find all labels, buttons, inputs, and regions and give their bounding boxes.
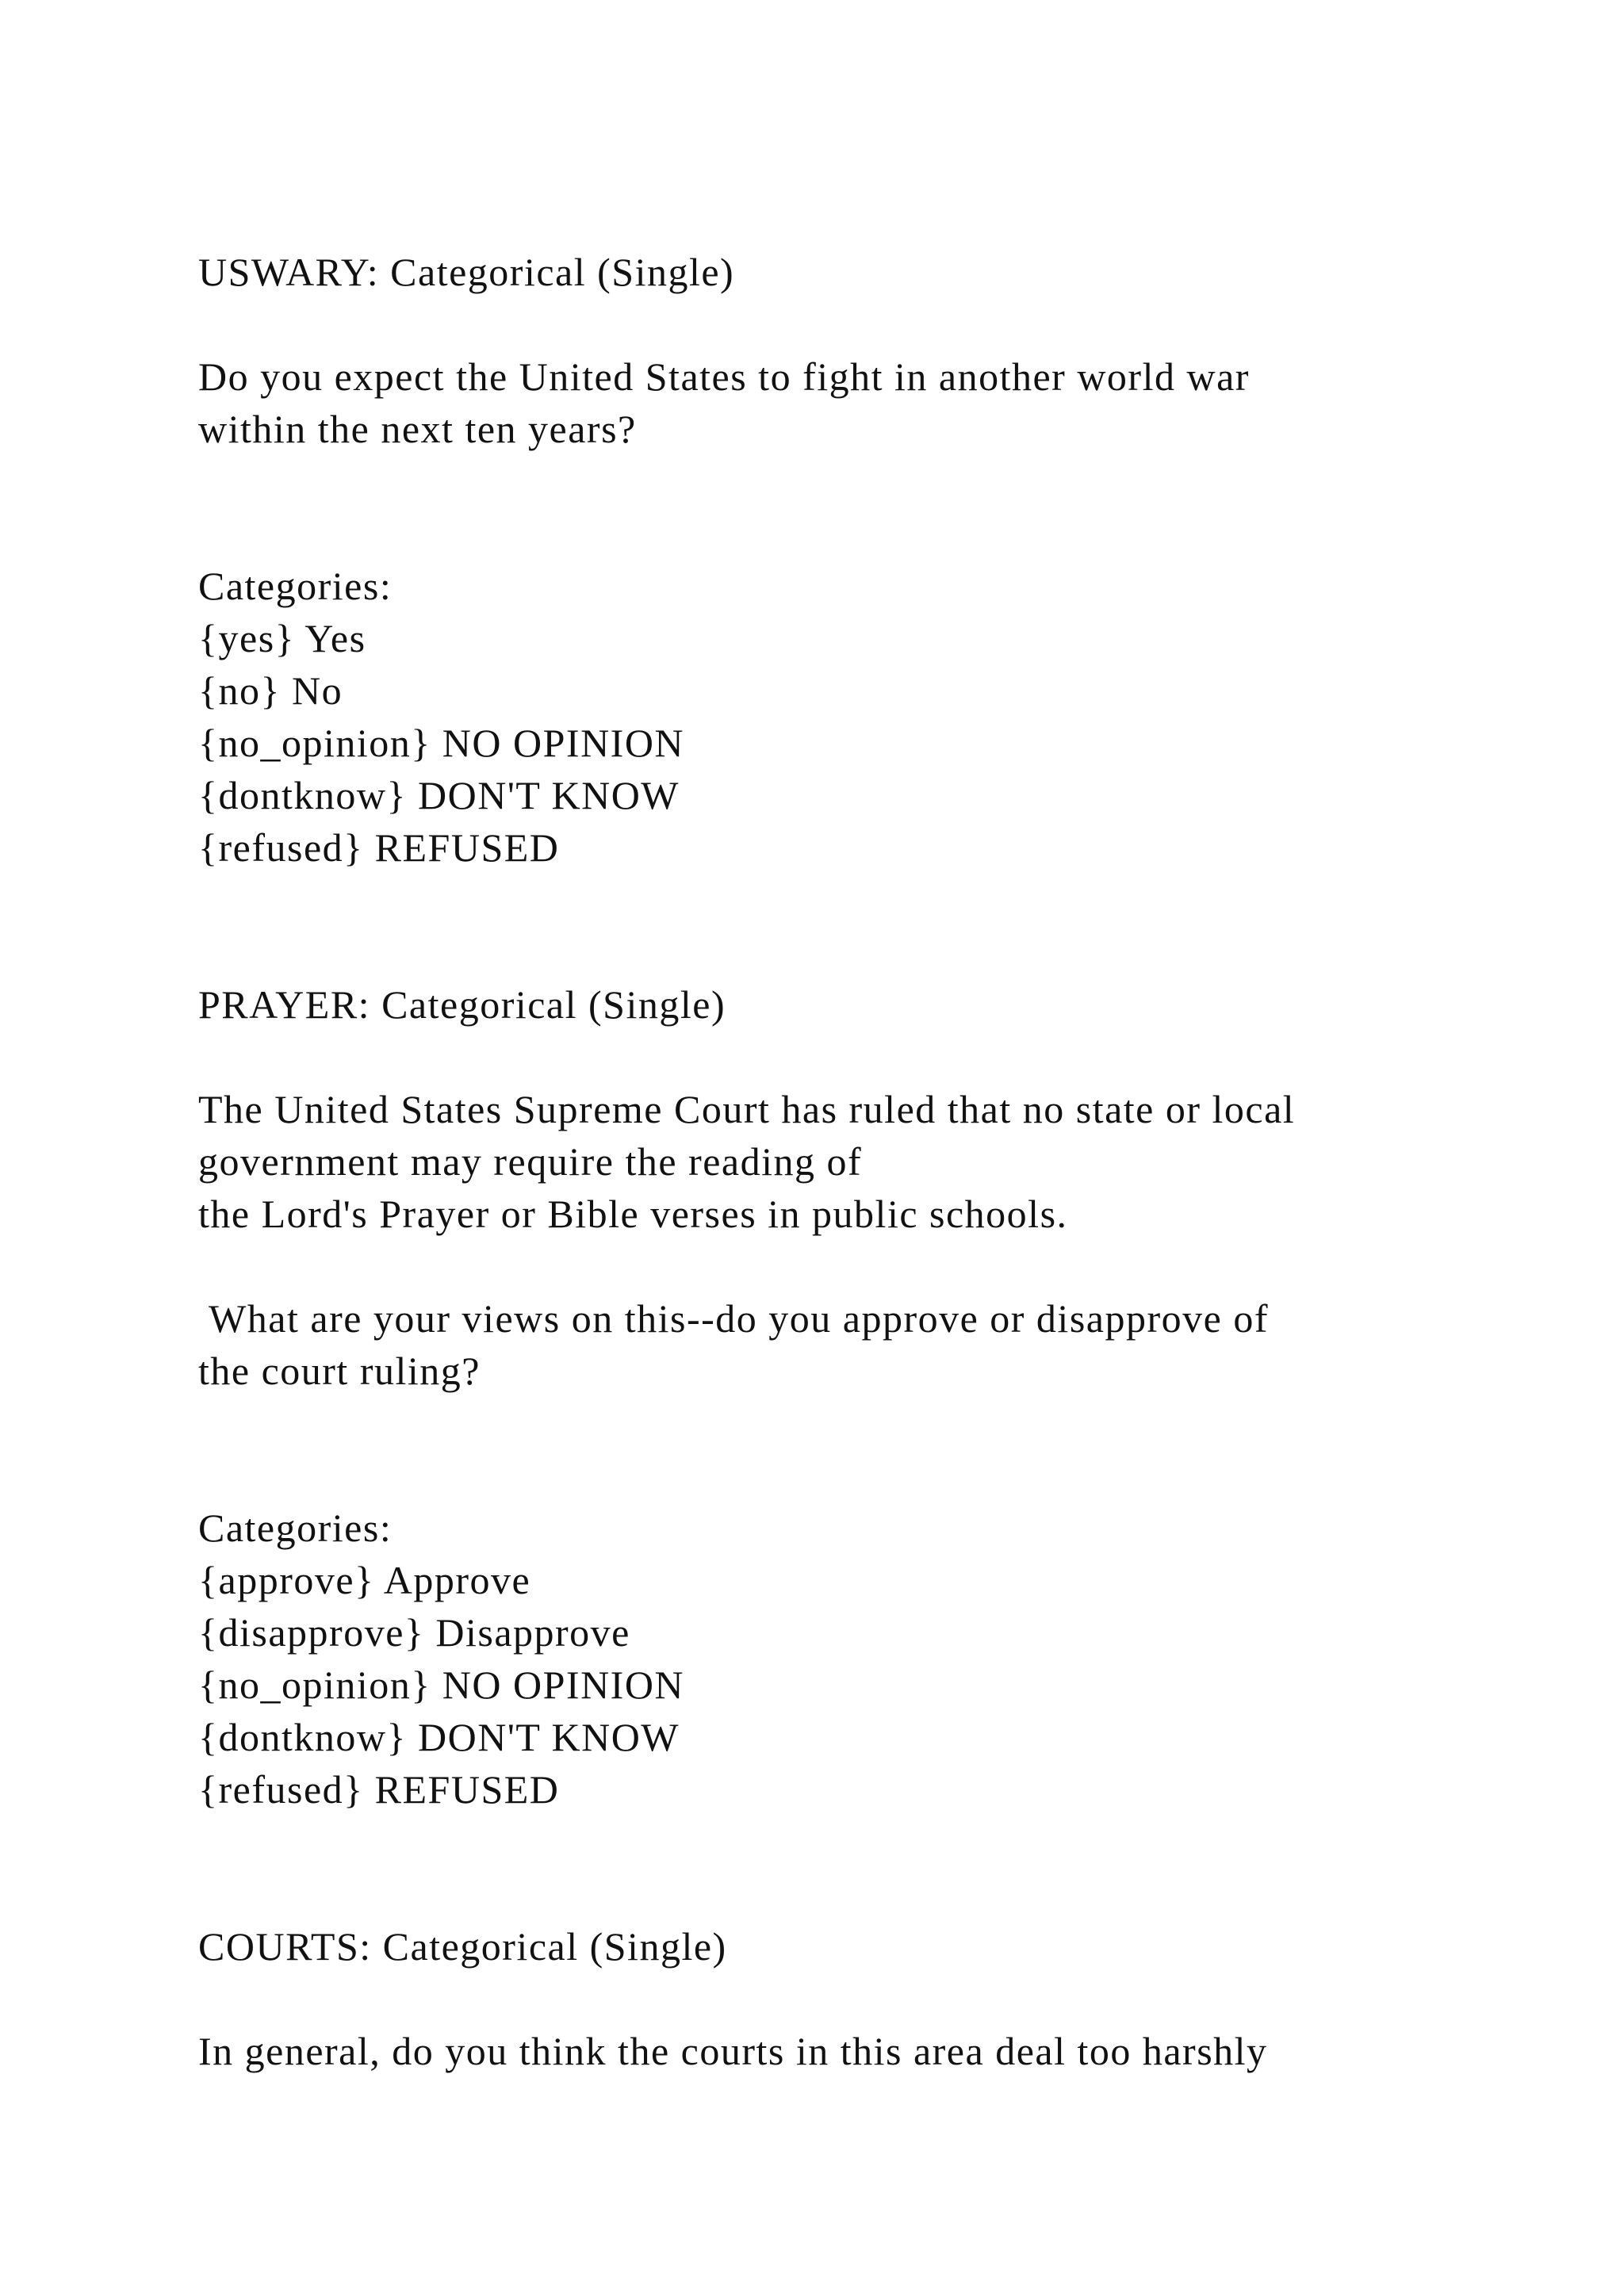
categories-label: Categories:: [198, 564, 393, 608]
category-item: {dontknow} DON'T KNOW: [198, 1715, 680, 1759]
question-line: the Lord's Prayer or Bible verses in public schools.: [198, 1192, 1068, 1236]
category-item: {disapprove} Disapprove: [198, 1610, 630, 1655]
question-line: Do you expect the United States to fight in another world war: [198, 354, 1250, 399]
categories-label: Categories:: [198, 1506, 393, 1550]
category-item: {refused} REFUSED: [198, 1767, 560, 1812]
section-heading-courts: COURTS: Categorical (Single): [198, 1924, 727, 1969]
category-item: {approve} Approve: [198, 1558, 531, 1602]
question-line: government may require the reading of: [198, 1139, 863, 1184]
category-item: {no_opinion} NO OPINION: [198, 721, 685, 765]
category-item: {no} No: [198, 668, 343, 713]
question-line: The United States Supreme Court has ruled that no state or local: [198, 1087, 1296, 1131]
question-line: In general, do you think the courts in this area deal too harshly: [198, 2029, 1268, 2073]
category-item: {refused} REFUSED: [198, 825, 560, 870]
category-item: {yes} Yes: [198, 616, 366, 660]
category-item: {no_opinion} NO OPINION: [198, 1663, 685, 1707]
section-heading-uswary: USWARY: Categorical (Single): [198, 250, 735, 294]
section-heading-prayer: PRAYER: Categorical (Single): [198, 982, 726, 1027]
question-line: within the next ten years?: [198, 407, 637, 451]
question-line: What are your views on this--do you approve or disapprove of: [198, 1296, 1269, 1341]
question-line: the court ruling?: [198, 1349, 481, 1393]
category-item: {dontknow} DON'T KNOW: [198, 773, 680, 817]
